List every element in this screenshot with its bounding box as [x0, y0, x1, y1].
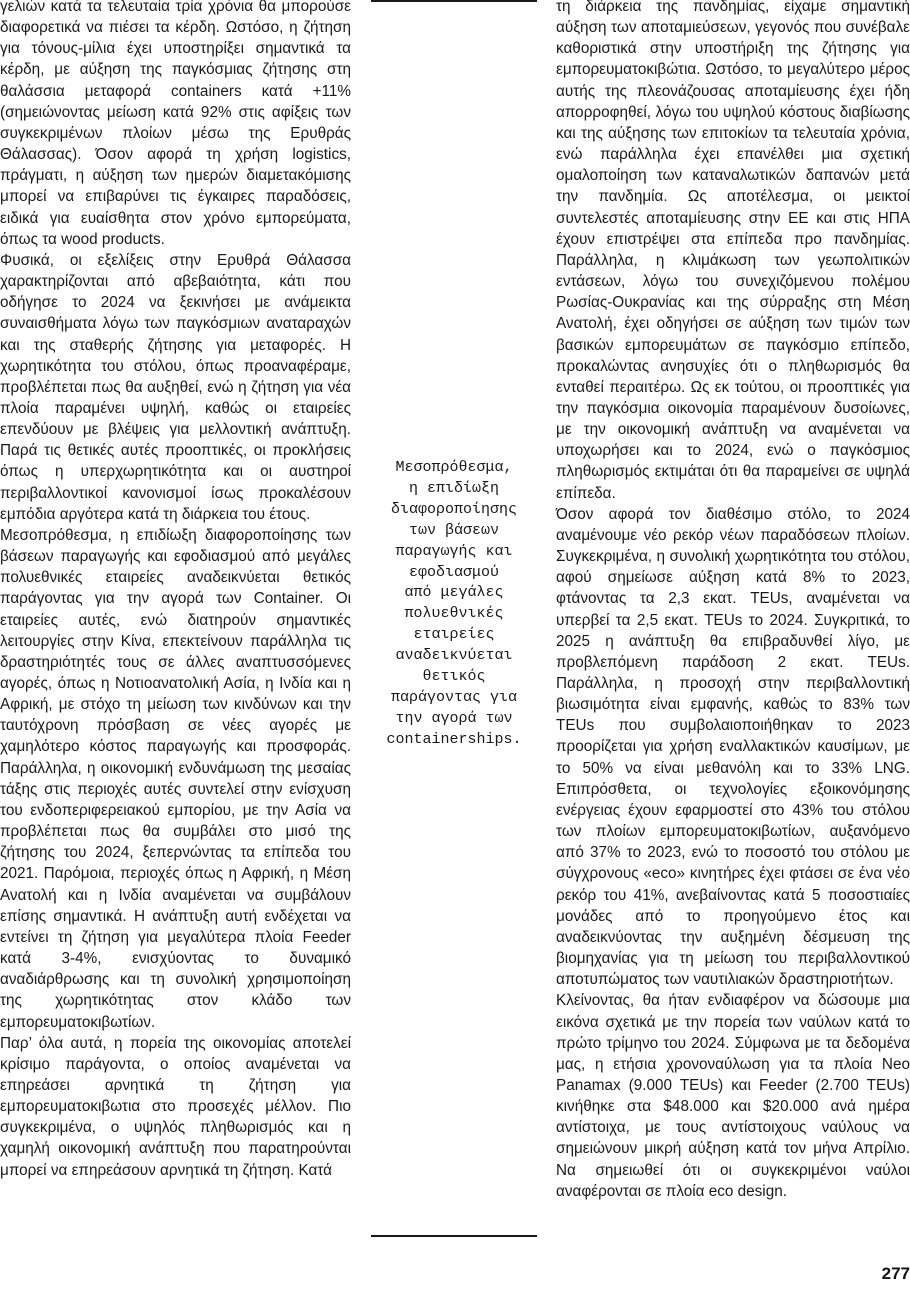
pull-quote	[371, 0, 537, 1240]
pull-quote-bottom-rule	[371, 1235, 537, 1237]
paragraph: τη διάρκεια της πανδημίας, είχαμε σημαντική αύξηση των αποταμιεύσεων, γεγονός που συνέβαλε καθοριστικά στην υποστήριξη της ζήτησης για εμπορευματοκιβώτια. Ωστόσο, το μεγαλύτερο μέρος αυτής της πλεονάζουσας αποταμίευσης έχει ήδη απορροφηθεί, λόγω του υψηλού κόστους διαβίωσης και της αύξησης των επιτοκίων τα τελευταία χρόνια, ενώ παράλληλα έχει επανέλθει μια σχετική ομαλοποίηση των καταναλωτικών δαπανών μετά την πανδημία. Ως αποτέλεσμα, οι μεικτοί συντελεστές αποταμίευσης στην ΕΕ και στις ΗΠΑ έχουν επιστρέψει στα επίπεδα προ πανδημίας. Παράλληλα, η κλιμάκωση των γεωπολιτικών εντάσεων, λόγω του συνεχιζόμενου πολέμου Ρωσίας-Ουκρανίας και της σύρραξης στη Μέση Ανατολή, έχει οδηγήσει σε αύξηση των τιμών των βασικών εμπορευμάτων σε παγκόσμιο επίπεδο, προκαλώντας ανησυχίες ότι ο πληθωρισμός θα ενταθεί περαιτέρω. Ως εκ τούτου, οι προοπτικές για την παγκόσμια οικονομία παραμένουν δυσοίωνες, με την οικονομική ανάπτυξη να αναμένεται να υποχωρήσει και το 2024, ενώ ο παγκόσμιος πληθωρισμός εκτιμάται ότι θα παραμείνει σε υψηλά επίπεδα.	[556, 0, 910, 502]
paragraph: Κλείνοντας, θα ήταν ενδιαφέρον να δώσουμε μια εικόνα σχετικά με την πορεία των ναύλων κατά το πρώτο τρίμηνο του 2024. Σύμφωνα με τα δεδομένα μας, η ετήσια χρονοναύλωση για τα πλοία Neo Panamax (9.000 TEUs) και Feeder (2.700 TEUs) κινήθηκε στα $48.000 και $20.000 ανά ημέρα αντίστοιχα, με τους αντίστοιχους ναύλους να σημειώνουν μικρή αύξηση κατά τον μήνα Απρίλιο. Να σημειωθεί ότι οι συγκεκριμένοι ναύλοι αναφέρονται σε πλοία eco design.	[556, 992, 910, 1200]
paragraph: Φυσικά, οι εξελίξεις στην Ερυθρά Θάλασσα χαρακτηρίζονται από αβεβαιότητα, κάτι που οδήγησε το 2024 να ξεκινήσει με ανάμεικτα συναισθήματα λόγω των παγκόσμιων αναταραχών και της σταθερής ζήτησης για μεταφορές. Η χωρητικότητα του στόλου, όπως προαναφέραμε, προβλέπεται πως θα αυξηθεί, ενώ η ζήτηση για νέα πλοία παραμένει υψηλή, καθώς οι εταιρείες επενδύουν με βλέψεις για μελλοντική ανάπτυξη. Παρά τις θετικές αυτές προοπτικές, οι προκλήσεις όπως η υπερχωρητικότητα και οι αυστηροί περιβαλλοντικοί κανονισμοί ίσως προκαλέσουν εμπόδια αργότερα κατά τη διάρκεια του έτους.	[0, 251, 351, 523]
paragraph: Όσον αφορά τον διαθέσιμο στόλο, το 2024 αναμένουμε νέο ρεκόρ νέων παραδόσεων πλοίων. Συγκεκριμένα, η συνολική χωρητικότητα του στόλου, αφού σημείωσε αύξηση κατά 8% το 2023, φτάνοντας τα 2,3 εκατ. TEUs, αναμένεται να υπερβεί τα 2,5 εκατ. TEUs το 2024. Συγκριτικά, το 2025 η ανάπτυξη θα επιβραδυνθεί λίγο, με προβλεπόμενη παράδοση 2 εκατ. TEUs. Παράλληλα, η προσοχή στην περιβαλλοντική βιωσιμότητα είναι εμφανής, καθώς το 83% των TEUs που συμβολαιοποιήθηκαν το 2023 προορίζεται για χρήση εναλλακτικών καυσίμων, με το 50% να είναι μεθανόλη και το 33% LNG. Επιπρόσθετα, οι τεχνολογίες εξοικονόμησης ενέργειας έχουν εφαρμοστεί στο 43% του στόλου των πλοίων εμπορευματοκιβωτίων, αυξανόμενο από 37% το 2023, ενώ το ποσοστό του στόλου με σύγχρονους «eco» κινητήρες έχει φτάσει σε ένα νέο ρεκόρ του 41%, ανεβαίνοντας κατά 5 ποσοστιαίες μονάδες από το προηγούμενο έτος και αναδεικνύοντας την αυξημένη δέσμευση της βιομηχανίας για τη μείωση του περιβαλλοντικού αποτυπώματος των ναυτιλιακών δραστηριοτήτων.	[556, 505, 910, 989]
paragraph: γελιών κατά τα τελευταία τρία χρόνια θα μπορούσε διαφορετικά να πιέσει τα κέρδη. Ωστόσο, η ζήτηση για τόνους-μίλια έχει υποστηρίξει σημαντικά τα κέρδη, με αύξηση της παγκόσμιας ζήτησης στη θαλάσσια μεταφορά containers κατά +11% (σημειώνοντας μείωση κατά 92% στις αφίξεις των συγκεκριμένων πλοίων μέσω της Ερυθράς Θάλασσας). Όσον αφορά τη χρήση logistics, πράγματι, η αύξηση των ημερών διαμετακόμισης μπορεί να επιβαρύνει τις έγκαιρες παραδόσεις, ειδικά για ευαίσθητα στον χρόνο εμπορεύματα, όπως τα wood products.	[0, 0, 351, 248]
pull-quote-top-rule	[371, 0, 537, 2]
pull-quote-text: Μεσοπρόθεσμα, η επιδίωξη διαφοροποίησης των βάσεων παραγωγής και εφοδιασμού από μεγάλες πολυεθνικές εταιρείες αναδεικνύεται θετικός παράγοντας για την αγορά των containerships.	[386, 459, 522, 748]
left-text-column	[0, 0, 351, 1181]
right-text-column	[556, 0, 910, 1202]
paragraph: Μεσοπρόθεσμα, η επιδίωξη διαφοροποίησης των βάσεων παραγωγής και εφοδιασμού από μεγάλες πολυεθνικές εταιρείες αναδεικνύεται θετικός παράγοντας για την αγορά των Container. Οι εταιρείες αυτές, ενώ διατηρούν σημαντικές λειτουργίες στην Κίνα, επεκτείνουν παράλληλα τις δραστηριότητές τους σε άλλες αναπτυσσόμενες αγορές, όπως η Νοτιοανατολική Ασία, η Ινδία και η Αφρική, με στόχο τη μείωση των κινδύνων και την ταυτόχρονη πρόσβαση σε νέες αγορές με χαμηλότερο κόστος παραγωγής και προσφοράς. Παράλληλα, η οικονομική ενδυνάμωση της μεσαίας τάξης στις περιοχές αυτές συντελεί στην ενίσχυση του ενδοπεριφερειακού εμπορίου, με την Ασία να προβλέπεται πως θα συμβάλει στο μισό της ζήτησης του 2024, ξεπερνώντας τα επίπεδα του 2021. Παρόμοια, περιοχές όπως η Αφρική, η Μέση Ανατολή και η Ινδία αναμένεται να συμβάλουν επίσης σημαντικά. Η ανάπτυξη αυτή ενδέχεται να εντείνει τη ζήτηση για μεγαλύτερα πλοία Feeder κατά 3-4%, ενισχύοντας το δυναμικό αναδιάρθρωσης και τη συνολική χρησιμοποίηση της χωρητικότητας στον κλάδο των εμπορευματοκιβωτίων.	[0, 526, 351, 1031]
page-number: 277	[881, 1264, 910, 1283]
paragraph: Παρ’ όλα αυτά, η πορεία της οικονομίας αποτελεί κρίσιμο παράγοντα, ο οποίος αναμένεται να επηρεάσει αρνητικά τη ζήτηση για εμπορευματοκιβωτια στο προσεχές μέλλον. Πιο συγκεκριμένα, ο υψηλός πληθωρισμός και η χαμηλή οικονομική ανάπτυξη που παρατηρούνται μπορεί να επηρεάσουν αρνητικά τη ζήτηση. Κατά	[0, 1034, 351, 1179]
